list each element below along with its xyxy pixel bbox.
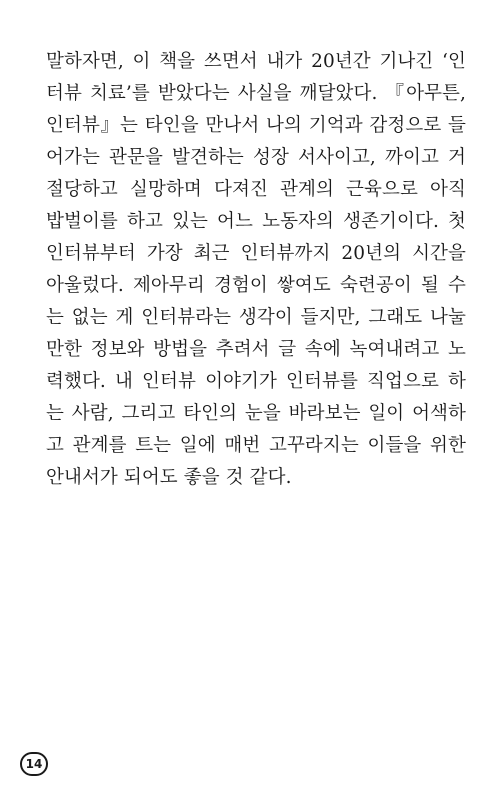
text-line: 말하자면, 이 책을 쓰면서 내가 20년간 기나긴 ‘인 <box>46 51 466 72</box>
text-line: 는 사람, 그리고 타인의 눈을 바라보는 일이 어색하 <box>46 403 466 424</box>
text-line: 어가는 관문을 발견하는 성장 서사이고, 까이고 거 <box>46 147 466 168</box>
text-line: 력했다. 내 인터뷰 이야기가 인터뷰를 직업으로 하 <box>46 371 466 392</box>
body-text <box>46 46 466 494</box>
text-line: 인터뷰』는 타인을 만나서 나의 기억과 감정으로 들 <box>46 115 466 136</box>
text-line: 아울렀다. 제아무리 경험이 쌓여도 숙련공이 될 수 <box>46 275 466 296</box>
text-line: 인터뷰부터 가장 최근 인터뷰까지 20년의 시간을 <box>46 243 466 264</box>
text-line: 만한 정보와 방법을 추려서 글 속에 녹여내려고 노 <box>46 339 466 360</box>
text-line: 고 관계를 트는 일에 매번 고꾸라지는 이들을 위한 <box>46 435 466 456</box>
text-line: 밥벌이를 하고 있는 어느 노동자의 생존기이다. 첫 <box>46 211 466 232</box>
page-number: 14 <box>20 752 48 776</box>
text-line: 터뷰 치료’를 받았다는 사실을 깨달았다. 『아무튼, <box>46 83 466 104</box>
text-line: 안내서가 되어도 좋을 것 같다. <box>46 467 292 488</box>
text-line: 는 없는 게 인터뷰라는 생각이 들지만, 그래도 나눌 <box>46 307 466 328</box>
text-line: 절당하고 실망하며 다져진 관계의 근육으로 아직 <box>46 179 466 200</box>
